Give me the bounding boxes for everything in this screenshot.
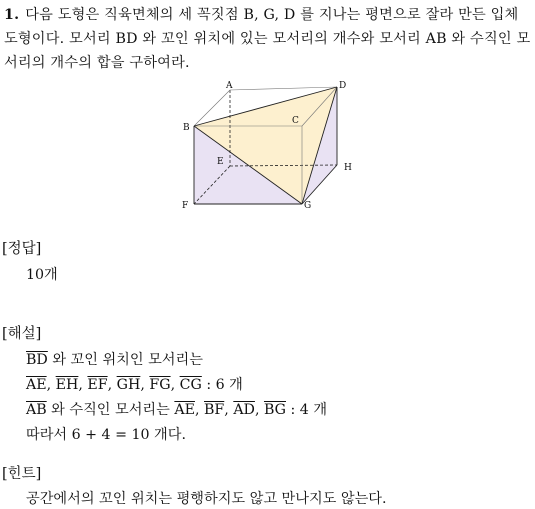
list-separator: , [46, 377, 56, 393]
explanation-line-3 [26, 400, 327, 420]
explanation-line-1-text: 와 꼬인 위치인 모서리는 [47, 352, 203, 368]
explanation-line-1 [26, 350, 203, 370]
vertex-label-b: B [183, 123, 190, 133]
explanation-line-2-suffix: : 6 개 [201, 377, 243, 393]
problem-number: 1. [4, 7, 20, 23]
segment-ae: $\overline{AE}$ [174, 402, 195, 418]
list-separator: , [254, 402, 264, 418]
list-separator: , [170, 377, 180, 393]
list-separator: , [140, 377, 150, 393]
segment-cg: $\overline{CG}$ [179, 377, 202, 393]
explanation-title: [해설] [2, 326, 42, 342]
problem-statement [4, 3, 531, 75]
cut-cuboid-figure [180, 78, 360, 213]
hint-title: [힌트] [2, 466, 42, 482]
list-separator: , [78, 377, 88, 393]
explanation-line-3-suffix: : 4 개 [286, 402, 328, 418]
problem-text: 다음 도형은 직육면체의 세 꼭짓점 B, G, D 를 지나는 평면으로 잘라 만든 입체도형이다. 모서리 BD 와 꼬인 위치에 있는 모서리의 개수와 모서리 AB 와 수직인 모서리의 개수의 합을 구하여라. [4, 7, 531, 71]
segment-eh: $\overline{EH}$ [55, 377, 79, 393]
list-separator: , [107, 377, 117, 393]
list-separator: , [194, 402, 204, 418]
answer-title: [정답] [2, 241, 42, 257]
segment-bf: $\overline{BF}$ [204, 402, 225, 418]
vertex-label-c: C [292, 116, 299, 126]
hint-text: 공간에서의 꼬인 위치는 평행하지도 않고 만나지도 않는다. [26, 491, 387, 507]
edge-ad [230, 87, 337, 90]
segment-gh: $\overline{GH}$ [116, 377, 141, 393]
segment-fg: $\overline{FG}$ [149, 377, 171, 393]
segment-ad: $\overline{AD}$ [233, 402, 255, 418]
cuboid-diagram [180, 78, 360, 213]
vertex-label-h: H [344, 163, 352, 173]
skew-edge-list [26, 377, 202, 393]
segment-ae: $\overline{AE}$ [26, 377, 47, 393]
list-separator: , [224, 402, 234, 418]
explanation-line-3-text: 와 수직인 모서리는 [46, 402, 175, 418]
segment-ab: $\overline{AB}$ [26, 402, 47, 418]
vertex-label-e: E [217, 157, 224, 167]
vertex-label-f: F [182, 201, 189, 211]
explanation-line-2 [26, 375, 243, 395]
segment-bd: $\overline{BD}$ [26, 352, 48, 368]
vertex-label-d: D [339, 81, 347, 91]
explanation-line-4: 따라서 6 + 4 = 10 개다. [26, 427, 186, 443]
vertex-label-g: G [304, 201, 312, 211]
segment-ef: $\overline{EF}$ [87, 377, 108, 393]
perpendicular-edge-list [174, 402, 286, 418]
vertex-label-a: A [226, 81, 233, 91]
answer-value: 10개 [26, 267, 58, 283]
segment-bg: $\overline{BG}$ [263, 402, 286, 418]
